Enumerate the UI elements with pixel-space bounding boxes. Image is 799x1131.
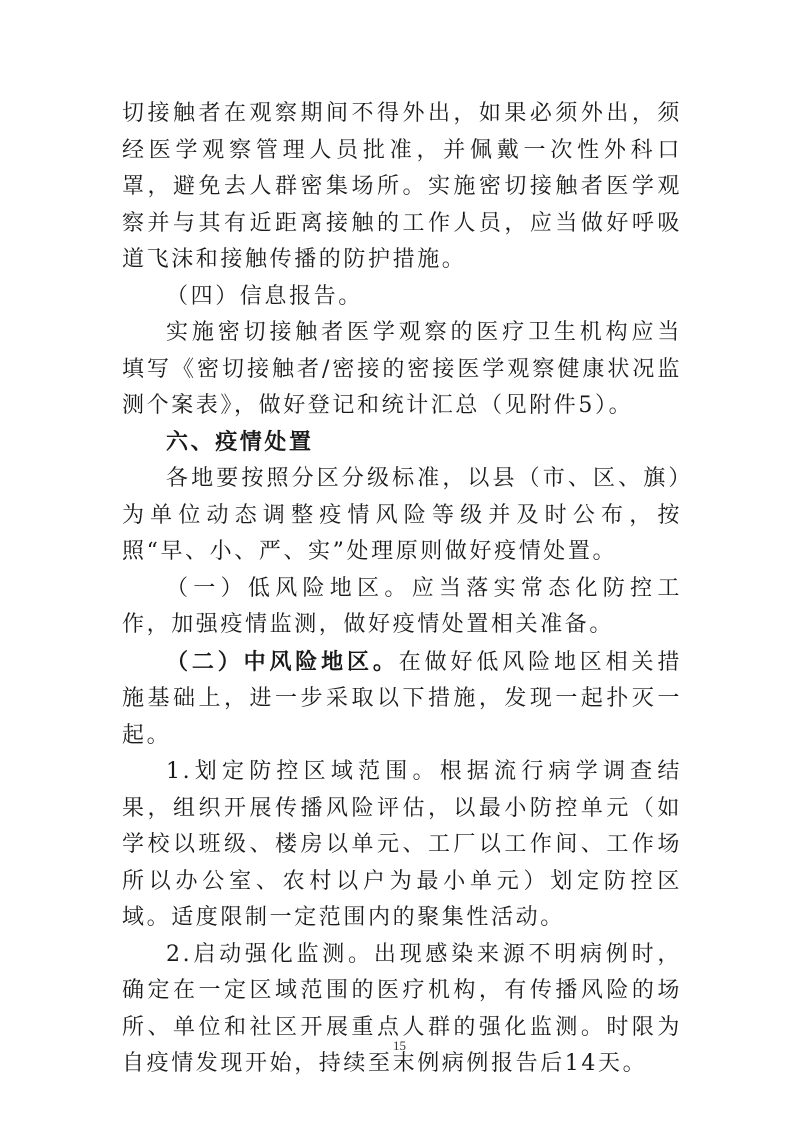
body-text — [122, 96, 682, 1083]
paragraph-enhanced-monitoring: 2.启动强化监测。出现感染来源不明病例时，确定在一定区域范围的医疗机构，有传播风险的场所、单位和社区开展重点人群的强化监测。时限为自疫情发现开始，持续至末例病例报告后14天。 — [122, 941, 682, 1076]
paragraph-zoning-principles: 各地要按照分区分级标准，以县（市、区、旗）为单位动态调整疫情风险等级并及时公布，按照“早、小、严、实”处理原则做好疫情处置。 — [122, 466, 682, 564]
medium-risk-heading: （二）中风险地区。 — [166, 648, 399, 675]
paragraph-observation-rules: 切接触者在观察期间不得外出，如果必须外出，须经医学观察管理人员批准，并佩戴一次性外科口罩，避免去人群密集场所。实施密切接触者医学观察并与其有近距离接触的工作人员，应当做好呼吸道飞沫和接触传播的防护措施。 — [122, 101, 682, 272]
chapter-heading-epidemic-handling: 六、疫情处置 — [166, 429, 314, 455]
medium-risk-text: 在做好低风险地区相关措施基础上，进一步采取以下措施，发现一起扑灭一起。 — [122, 649, 682, 748]
paragraph-low-risk-area: （一）低风险地区。应当落实常态化防控工作，加强疫情监测，做好疫情处置相关准备。 — [122, 575, 682, 637]
paragraph-control-zone: 1.划定防控区域范围。根据流行病学调查结果，组织开展传播风险评估，以最小防控单元（如学校以班级、楼房以单元、工厂以工作间、工作场所以办公室、农村以户为最小单元）划定防控区域。适度限制一定范围内的聚集性活动。 — [122, 759, 682, 930]
section-heading-info-report: （四）信息报告。 — [166, 283, 363, 309]
page-number: 15 — [393, 1038, 406, 1053]
paragraph-info-report: 实施密切接触者医学观察的医疗卫生机构应当填写《密切接触者/密接的密接医学观察健康状况监测个案表》，做好登记和统计汇总（见附件5）。 — [122, 320, 682, 418]
paragraph-medium-risk-area — [122, 644, 682, 755]
